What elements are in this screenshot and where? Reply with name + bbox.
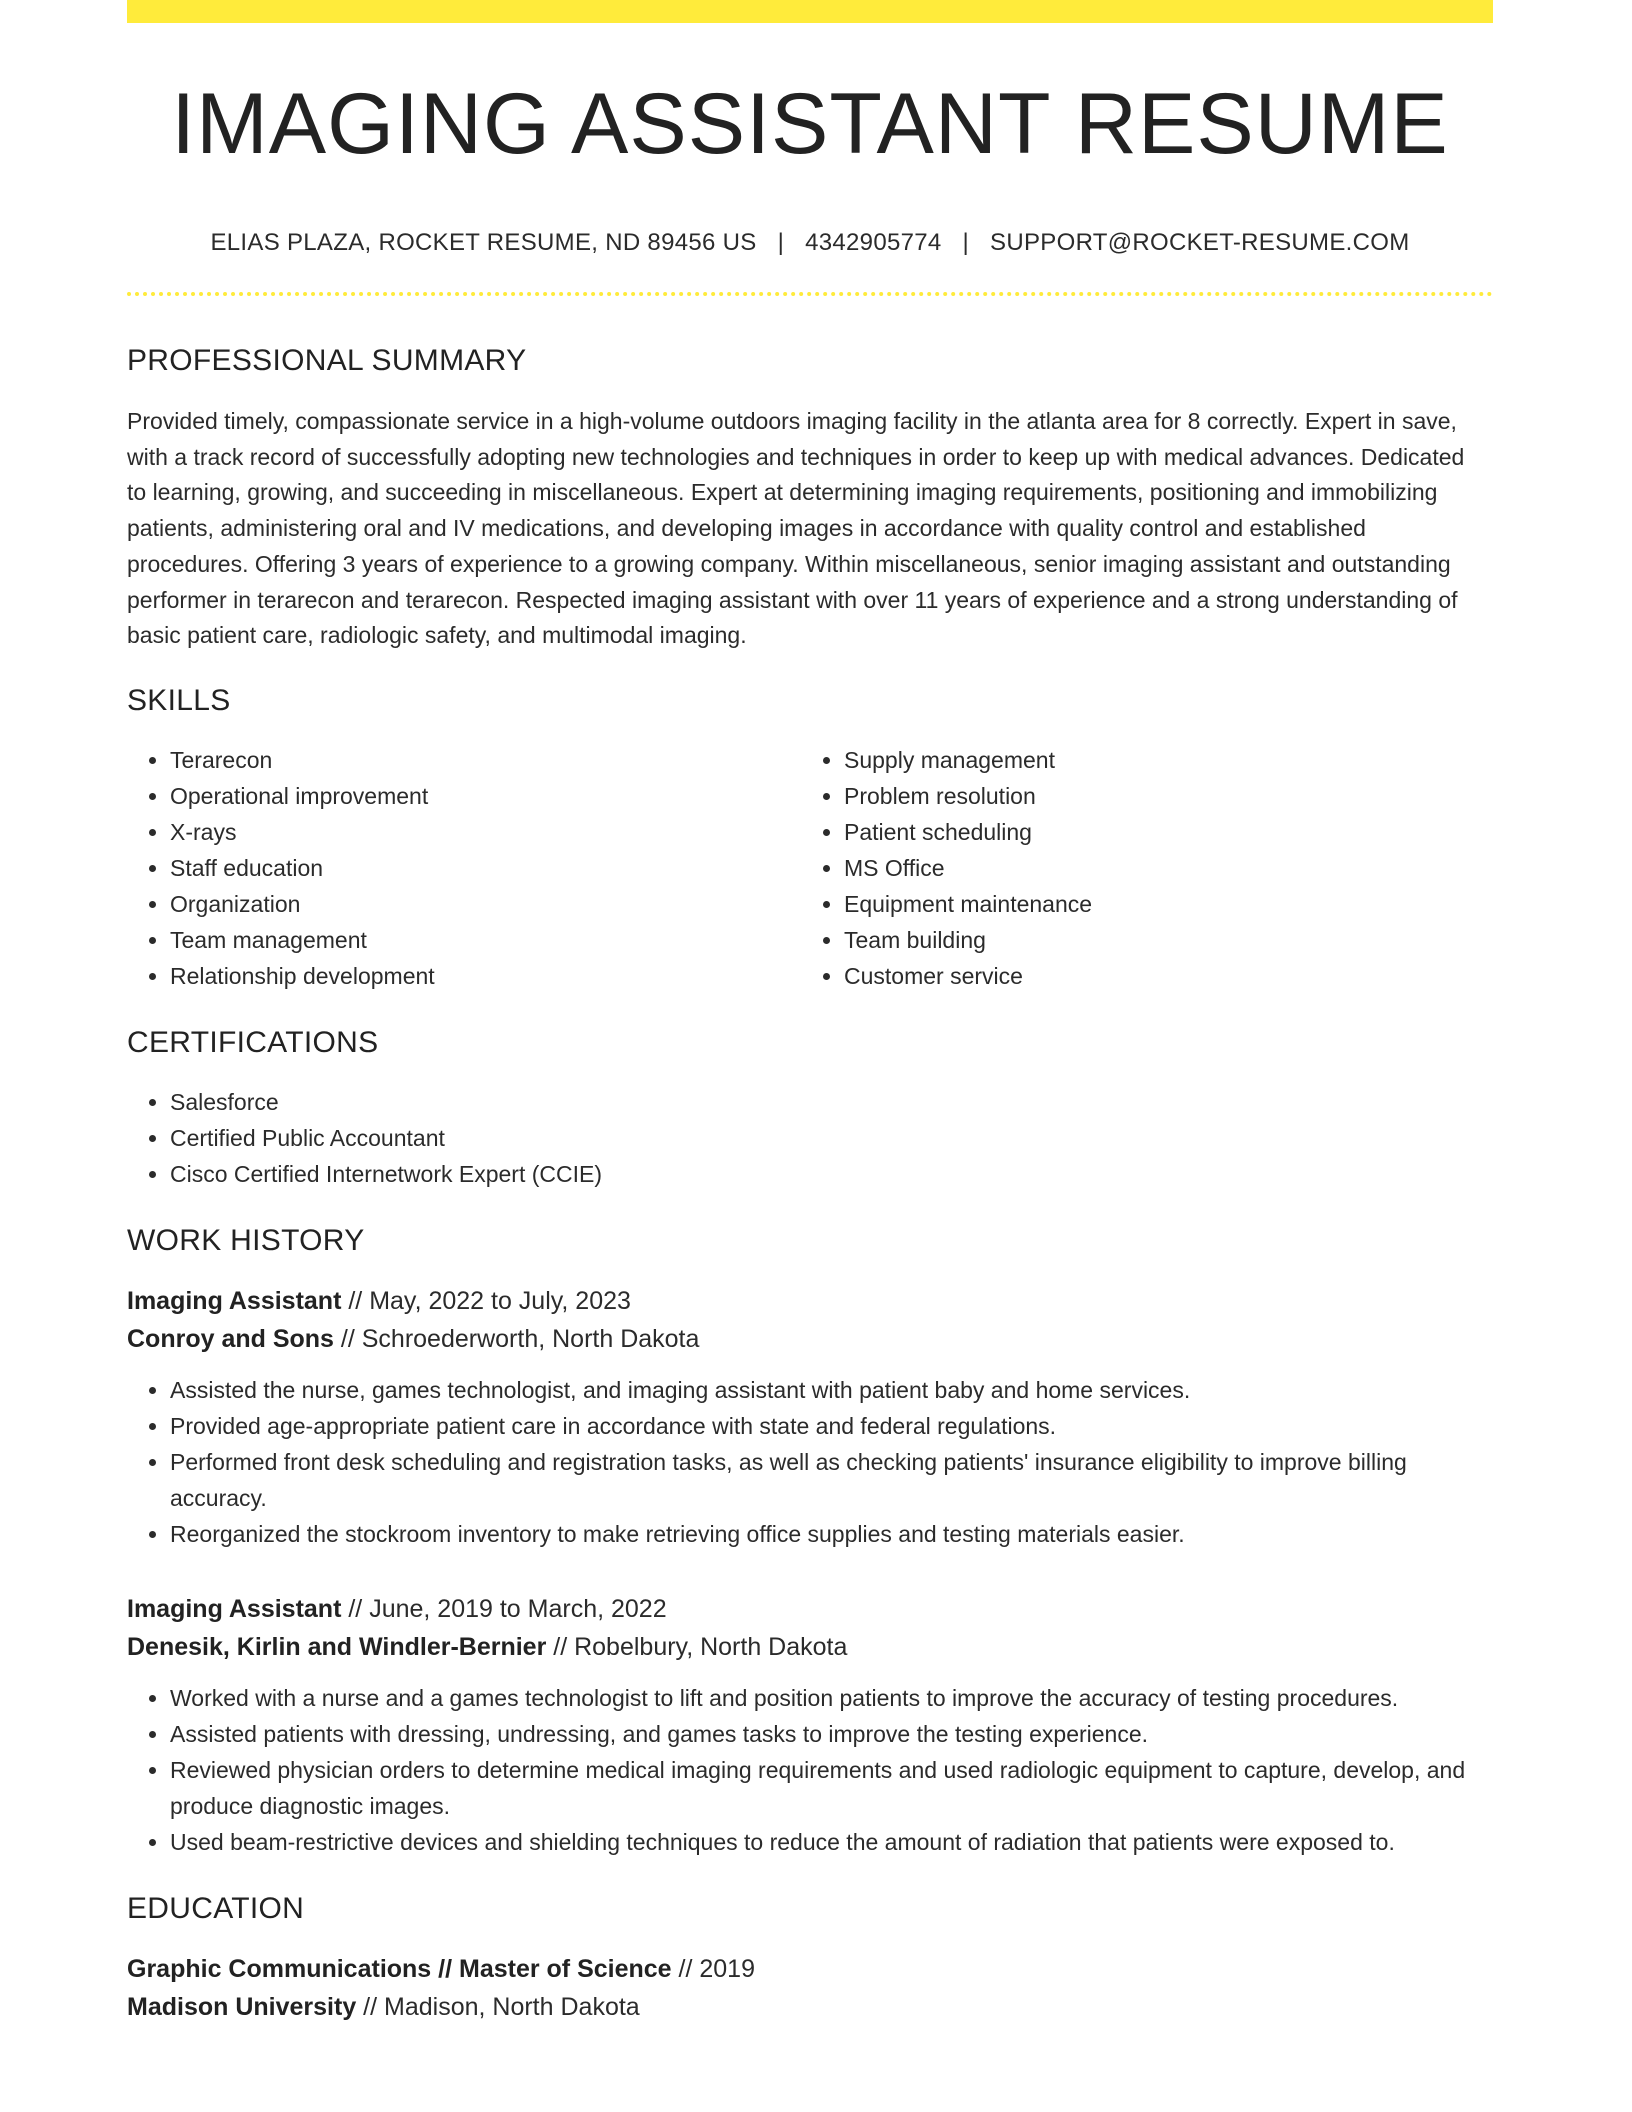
certification-item: • Cisco Certified Internetwork Expert (CCIE)	[170, 1156, 1493, 1192]
job-duties	[127, 1372, 1493, 1552]
skill-item: • MS Office	[844, 850, 1475, 886]
skill-item: • Organization	[170, 886, 801, 922]
contact-email: SUPPORT@ROCKET-RESUME.COM	[990, 229, 1410, 256]
job-duty: • Assisted the nurse, games technologist, and imaging assistant with patient baby and home services.	[170, 1372, 1493, 1408]
education-entry	[127, 1950, 1493, 2026]
job-dates: // May, 2022 to July, 2023	[341, 1286, 631, 1315]
certification-item: • Certified Public Accountant	[170, 1120, 1493, 1156]
skills-heading: SKILLS	[127, 683, 231, 717]
job-company: Denesik, Kirlin and Windler-Bernier	[127, 1632, 547, 1661]
skill-item: • Team building	[844, 922, 1475, 958]
job-duties	[127, 1680, 1493, 1860]
education-school-line	[127, 1988, 1493, 2026]
summary-heading: PROFESSIONAL SUMMARY	[127, 344, 527, 377]
skill-item: • Relationship development	[170, 958, 801, 994]
skills-column-left	[127, 742, 801, 994]
education-heading: EDUCATION	[127, 1891, 305, 1925]
education-degree: Graphic Communications // Master of Science	[127, 1954, 672, 1983]
accent-top-bar	[127, 0, 1493, 23]
job-duty: • Reviewed physician orders to determine medical imaging requirements and used radiologic equipment to capture, develop, and produce diagnostic images.	[170, 1752, 1493, 1824]
education-location: // Madison, North Dakota	[356, 1992, 640, 2021]
skill-item: • Team management	[170, 922, 801, 958]
summary-text: Provided timely, compassionate service in a high-volume outdoors imaging facility in the atlanta area for 8 correctly. Expert in save, with a track record of successfully adopting new technologies and techniques in order to keep up with medical advances. Dedicated to learning, growing, and succeeding in miscellaneous. Expert at determining imaging requirements, positioning and immobilizing patients, administering oral and IV medications, and developing images in accordance with quality control and established procedures. Offering 3 years of experience to a growing company. Within miscellaneous, senior imaging assistant and outstanding performer in terarecon and terarecon. Respected imaging assistant with over 11 years of experience and a strong understanding of basic patient care, radiologic safety, and multimodal imaging.	[127, 408, 1465, 649]
certification-item: • Salesforce	[170, 1084, 1493, 1120]
skill-item: • Patient scheduling	[844, 814, 1475, 850]
certifications-heading: CERTIFICATIONS	[127, 1025, 379, 1059]
job-location: // Robelbury, North Dakota	[546, 1632, 848, 1661]
job-dates: // June, 2019 to March, 2022	[341, 1594, 667, 1623]
job-location: // Schroederworth, North Dakota	[333, 1324, 700, 1353]
skill-item: • Terarecon	[170, 742, 801, 778]
skill-item: • X-rays	[170, 814, 801, 850]
work-history-heading: WORK HISTORY	[127, 1223, 365, 1257]
contact-address: ELIAS PLAZA, ROCKET RESUME, ND 89456 US	[210, 229, 757, 256]
contact-phone: 4342905774	[805, 229, 942, 256]
job-company-line	[127, 1628, 1493, 1666]
education-degree-line	[127, 1950, 1493, 1988]
contact-separator: |	[962, 229, 970, 256]
job-duty: • Provided age-appropriate patient care in accordance with state and federal regulations.	[170, 1408, 1493, 1444]
job-company-line	[127, 1320, 1493, 1358]
skill-item: • Equipment maintenance	[844, 886, 1475, 922]
job-entry	[127, 1590, 1493, 1860]
skill-item: • Supply management	[844, 742, 1475, 778]
job-duty: • Performed front desk scheduling and registration tasks, as well as checking patients' insurance eligibility to improve billing accuracy.	[170, 1444, 1493, 1516]
skills-list	[127, 742, 1493, 994]
education-school: Madison University	[127, 1992, 357, 2021]
job-duty: • Used beam-restrictive devices and shielding techniques to reduce the amount of radiation that patients were exposed to.	[170, 1824, 1493, 1860]
certifications-list	[127, 1084, 1493, 1192]
contact-line	[127, 229, 1493, 257]
skill-item: • Staff education	[170, 850, 801, 886]
education-year: // 2019	[671, 1954, 755, 1983]
resume-title: IMAGING ASSISTANT RESUME	[171, 76, 1449, 172]
contact-separator: |	[777, 229, 785, 256]
job-title: Imaging Assistant	[127, 1286, 342, 1315]
job-title-line	[127, 1282, 1493, 1320]
skill-item: • Problem resolution	[844, 778, 1475, 814]
skills-column-right	[801, 742, 1475, 994]
skill-item: • Operational improvement	[170, 778, 801, 814]
job-entry	[127, 1282, 1493, 1552]
job-company: Conroy and Sons	[127, 1324, 334, 1353]
job-duty: • Reorganized the stockroom inventory to make retrieving office supplies and testing materials easier.	[170, 1516, 1493, 1552]
job-title: Imaging Assistant	[127, 1594, 342, 1623]
job-duty: • Worked with a nurse and a games technologist to lift and position patients to improve the accuracy of testing procedures.	[170, 1680, 1493, 1716]
resume-page	[127, 0, 1493, 2026]
job-duty: • Assisted patients with dressing, undressing, and games tasks to improve the testing experience.	[170, 1716, 1493, 1752]
skill-item: • Customer service	[844, 958, 1475, 994]
job-title-line	[127, 1590, 1493, 1628]
dotted-divider	[127, 292, 1493, 296]
